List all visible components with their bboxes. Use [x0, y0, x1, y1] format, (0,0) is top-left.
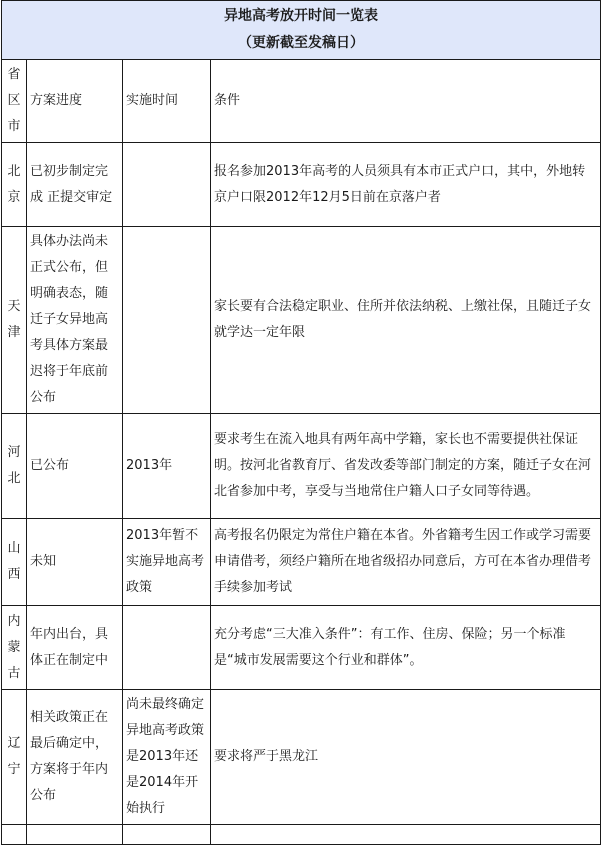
province-cell — [2, 227, 27, 414]
condition-cell: 家长要有合法稳定职业、住所并依法纳税、上缴社保，且随迁子女就学达一定年限 — [211, 227, 601, 414]
title-row — [2, 1, 601, 60]
province-char: 山 — [7, 541, 21, 556]
table-row — [2, 143, 601, 227]
province-cell — [2, 690, 27, 825]
condition-cell: 报名参加2013年高考的人员须具有本市正式户口，其中，外地转京户口限2012年12月5日前在京落户者 — [211, 143, 601, 227]
progress-cell: 未知 — [27, 519, 123, 606]
province-char: 北 — [7, 471, 21, 486]
province-char: 蒙 — [7, 639, 21, 655]
province-char: 京 — [7, 189, 21, 205]
condition-cell — [211, 825, 601, 845]
header-province — [2, 60, 27, 143]
title-line-2: （更新截至发稿日） — [238, 35, 364, 51]
condition-cell: 高考报名仍限定为常住户籍在本省。外省籍考生因工作或学习需要申请借考，须经户籍所在地省级招办同意后，方可在本省办理借考手续参加考试 — [211, 519, 601, 606]
province-char: 宁 — [7, 762, 21, 777]
table-row — [2, 690, 601, 825]
province-cell — [2, 143, 27, 227]
province-cell — [2, 519, 27, 606]
progress-cell: 年内出台，具体正在制定中 — [27, 606, 123, 690]
time-cell: 2013年 — [123, 414, 211, 519]
table-row — [2, 606, 601, 690]
header-progress: 方案进度 — [27, 60, 123, 143]
time-cell — [123, 606, 211, 690]
policy-table — [1, 0, 601, 845]
province-cell — [2, 825, 27, 845]
progress-cell — [27, 825, 123, 845]
province-char: 河 — [7, 445, 21, 460]
condition-cell: 充分考虑“三大准入条件”：有工作、住房、保险；另一个标准是“城市发展需要这个行业和群体”。 — [211, 606, 601, 690]
header-province-char: 区 — [7, 93, 21, 108]
table-row — [2, 519, 601, 606]
condition-cell: 要求将严于黑龙江 — [211, 690, 601, 825]
province-char: 内 — [7, 613, 21, 629]
time-cell — [123, 825, 211, 845]
header-time: 实施时间 — [123, 60, 211, 143]
time-cell: 尚未最终确定异地高考政策是2013年还是2014年开始执行 — [123, 690, 211, 825]
table-row-partial — [2, 825, 601, 845]
progress-cell: 相关政策正在最后确定中，方案将于年内公布 — [27, 690, 123, 825]
progress-cell: 具体办法尚未正式公布，但明确表态，随迁子女异地高考具体方案最迟将于年底前公布 — [27, 227, 123, 414]
province-char: 古 — [7, 665, 21, 681]
progress-cell: 已初步制定完成 正提交审定 — [27, 143, 123, 227]
province-cell — [2, 606, 27, 690]
province-char: 北 — [7, 163, 21, 179]
province-char: 西 — [7, 567, 21, 582]
province-char: 津 — [7, 325, 21, 340]
time-cell — [123, 227, 211, 414]
province-cell — [2, 414, 27, 519]
header-row — [2, 60, 601, 143]
province-char: 天 — [7, 299, 21, 314]
header-condition: 条件 — [211, 60, 601, 143]
table-row — [2, 414, 601, 519]
table-row — [2, 227, 601, 414]
header-province-char: 省 — [7, 67, 21, 82]
time-cell: 2013年暂不实施异地高考政策 — [123, 519, 211, 606]
province-char: 辽 — [7, 736, 21, 751]
progress-cell: 已公布 — [27, 414, 123, 519]
title-line-1: 异地高考放开时间一览表 — [224, 8, 378, 24]
condition-cell: 要求考生在流入地具有两年高中学籍，家长也不需要提供社保证明。按河北省教育厅、省发改委等部门制定的方案，随迁子女在河北省参加中考，享受与当地常住户籍人口子女同等待遇。 — [211, 414, 601, 519]
table-title — [2, 1, 601, 60]
header-province-char: 市 — [7, 119, 21, 134]
time-cell — [123, 143, 211, 227]
